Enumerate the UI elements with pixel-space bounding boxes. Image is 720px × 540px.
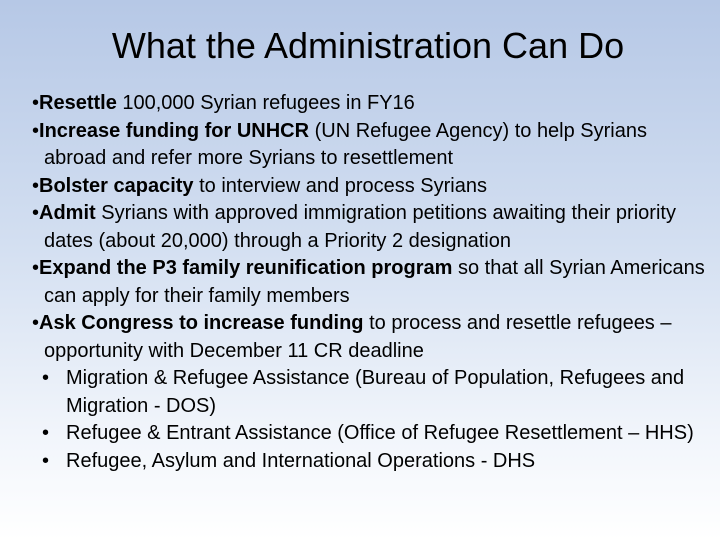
sub-bullet-item-hhs bbox=[32, 420, 712, 448]
bullet-icon: • bbox=[32, 174, 40, 197]
bullet-item-resettle bbox=[32, 90, 712, 118]
bullet-item-unhcr-funding bbox=[32, 118, 712, 173]
sub-bullet-icon: • bbox=[42, 367, 50, 389]
bullet-item-lead: Admit bbox=[39, 202, 96, 224]
bullet-item-lead: Expand the P3 family reunification program bbox=[39, 257, 453, 279]
bullet-item-ask-congress bbox=[32, 310, 712, 365]
bullet-item-text: to interview and process Syrians bbox=[193, 174, 487, 197]
bullet-icon: • bbox=[32, 312, 40, 334]
sub-bullet-item-dhs bbox=[32, 448, 712, 476]
sub-bullet-icon: • bbox=[42, 422, 50, 444]
bullet-icon: • bbox=[32, 202, 40, 224]
bullet-item-text: (UN Refugee Agency) to help Syrians abroad and refer more Syrians to resettlement bbox=[44, 119, 647, 169]
bullet-item-lead: Ask Congress to increase funding bbox=[39, 312, 364, 334]
sub-bullet-icon: • bbox=[42, 449, 50, 472]
bullet-icon: • bbox=[32, 119, 40, 142]
bullet-item-lead: Bolster capacity bbox=[39, 174, 194, 197]
bullet-item-lead: Increase funding for UNHCR bbox=[39, 119, 310, 142]
sub-bullet-text: Refugee, Asylum and International Operations - DHS bbox=[66, 449, 536, 472]
bullet-item-p3-program bbox=[32, 255, 712, 310]
slide-body bbox=[32, 90, 712, 475]
bullet-item-bolster-capacity bbox=[32, 173, 712, 201]
sub-bullet-text: Refugee & Entrant Assistance (Office of Refugee Resettlement – HHS) bbox=[66, 422, 694, 444]
bullet-item-text: to process and resettle refugees – opportunity with December 11 CR deadline bbox=[44, 312, 672, 362]
bullet-icon: • bbox=[32, 257, 40, 279]
slide-title: What the Administration Can Do bbox=[111, 25, 625, 66]
bullet-item-admit bbox=[32, 200, 712, 255]
bullet-item-lead: Resettle bbox=[39, 92, 117, 114]
sub-bullet-item-dos bbox=[32, 365, 712, 420]
bullet-item-text: 100,000 Syrian refugees in FY16 bbox=[116, 92, 415, 114]
bullet-icon: • bbox=[32, 92, 40, 114]
bullet-item-text: so that all Syrian Americans can apply for their family members bbox=[44, 257, 705, 307]
sub-bullet-text: Migration & Refugee Assistance (Bureau of Population, Refugees and Migration - DOS) bbox=[66, 367, 685, 417]
bullet-item-text: Syrians with approved immigration petitions awaiting their priority dates (about 20,000) through a Priority 2 designation bbox=[44, 202, 676, 252]
